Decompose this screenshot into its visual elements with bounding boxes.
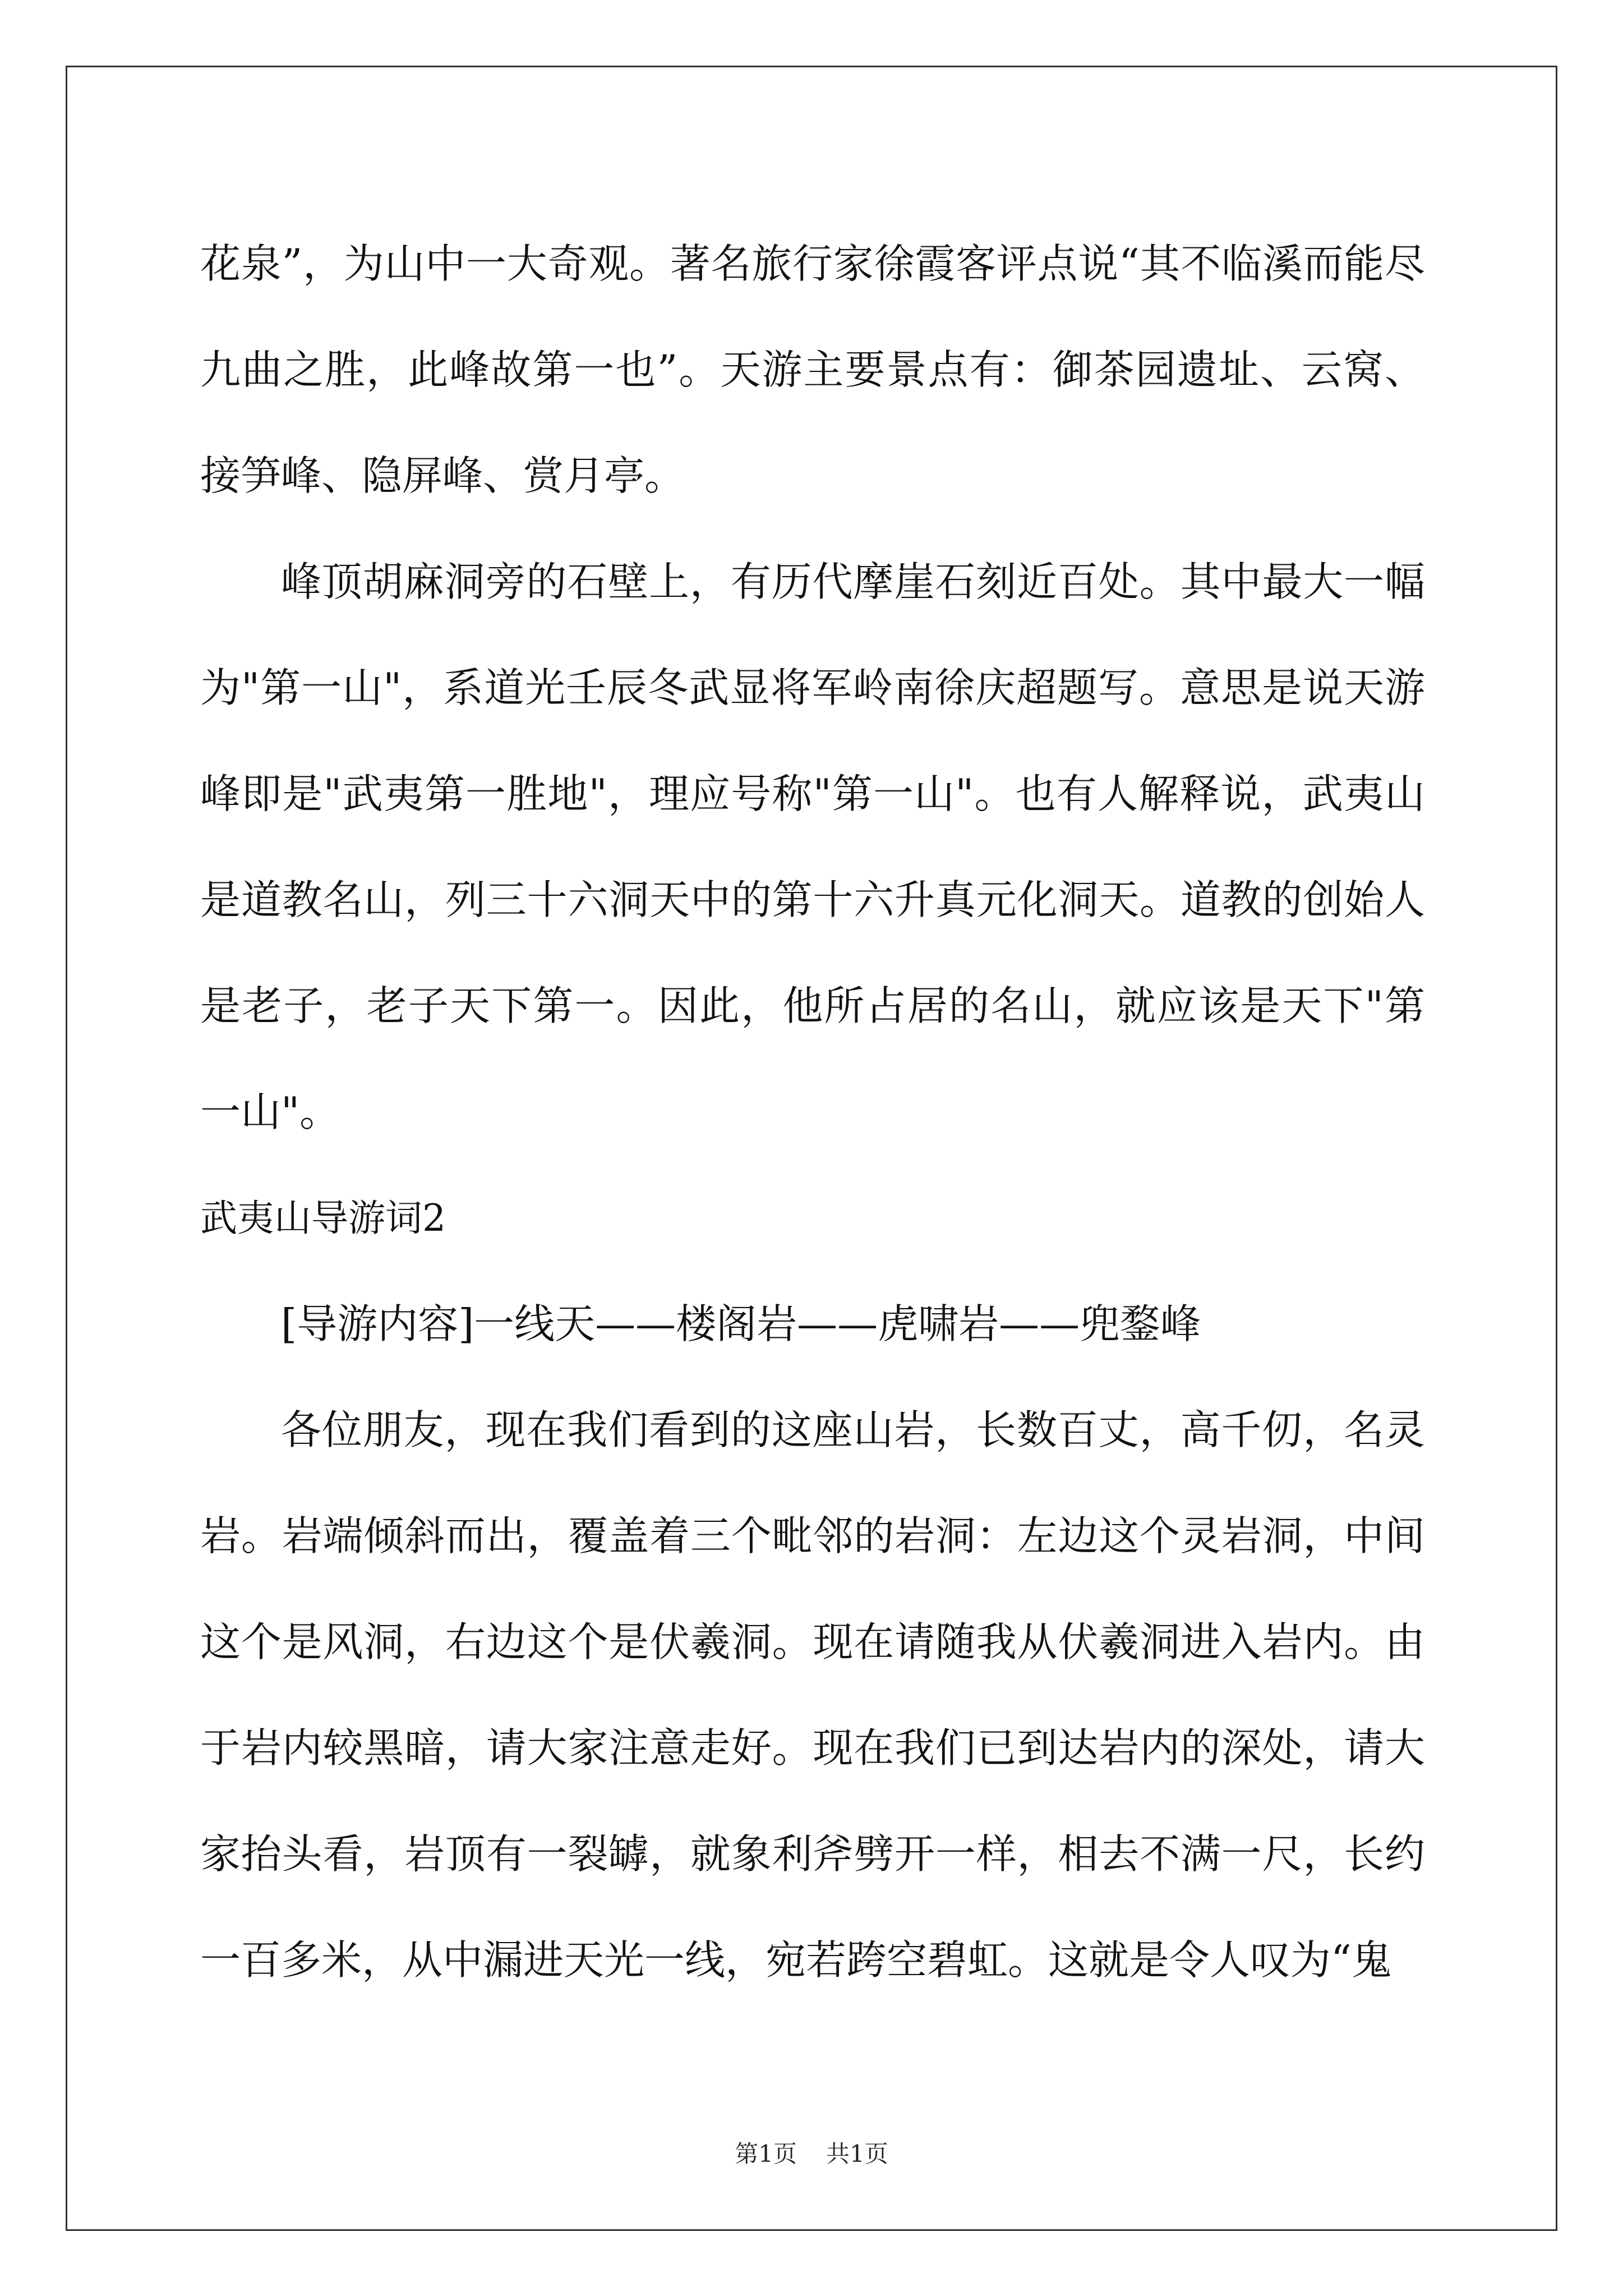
document-body (200, 211, 1425, 2013)
page-number-total: 共1页 (826, 2140, 888, 2168)
page-number-current: 第1页 (735, 2140, 797, 2168)
page-footer (0, 2137, 1623, 2171)
section-title: 武夷山导游词2 (200, 1197, 446, 1240)
paragraph-4: 各位朋友，现在我们看到的这座山岩，长数百丈，高千仞，名灵岩。岩端倾斜而出，覆盖着三个毗邻的岩洞：左边这个灵岩洞，中间这个是风洞，右边这个是伏羲洞。现在请随我从伏羲洞进入岩内。由于岩内较黑暗，请大家注意走好。现在我们已到达岩内的深处，请大家抬头看，岩顶有一裂罅，就象利斧劈开一样，相去不满一尺，长约一百多米，从中漏进天光一线，宛若跨空碧虹。这就是令人叹为“鬼 (200, 1406, 1425, 1984)
paragraph-2: 峰顶胡麻洞旁的石壁上，有历代摩崖石刻近百处。其中最大一幅为"第一山"，系道光壬辰冬武显将军岭南徐庆超题写。意思是说天游峰即是"武夷第一胜地"，理应号称"第一山"。也有人解释说，武夷山是道教名山，列三十六洞天中的第十六升真元化洞天。道教的创始人是老子，老子天下第一。因此，他所占居的名山，就应该是天下"第一山"。 (200, 558, 1425, 1135)
paragraph-3: [导游内容]一线天——楼阁岩——虎啸岩——兜鍪峰 (281, 1300, 1201, 1347)
paragraph-1: 花泉”，为山中一大奇观。著名旅行家徐霞客评点说“其不临溪而能尽九曲之胜，此峰故第一也”。天游主要景点有：御茶园遗址、云窝、接笋峰、隐屏峰、赏月亭。 (200, 240, 1425, 499)
